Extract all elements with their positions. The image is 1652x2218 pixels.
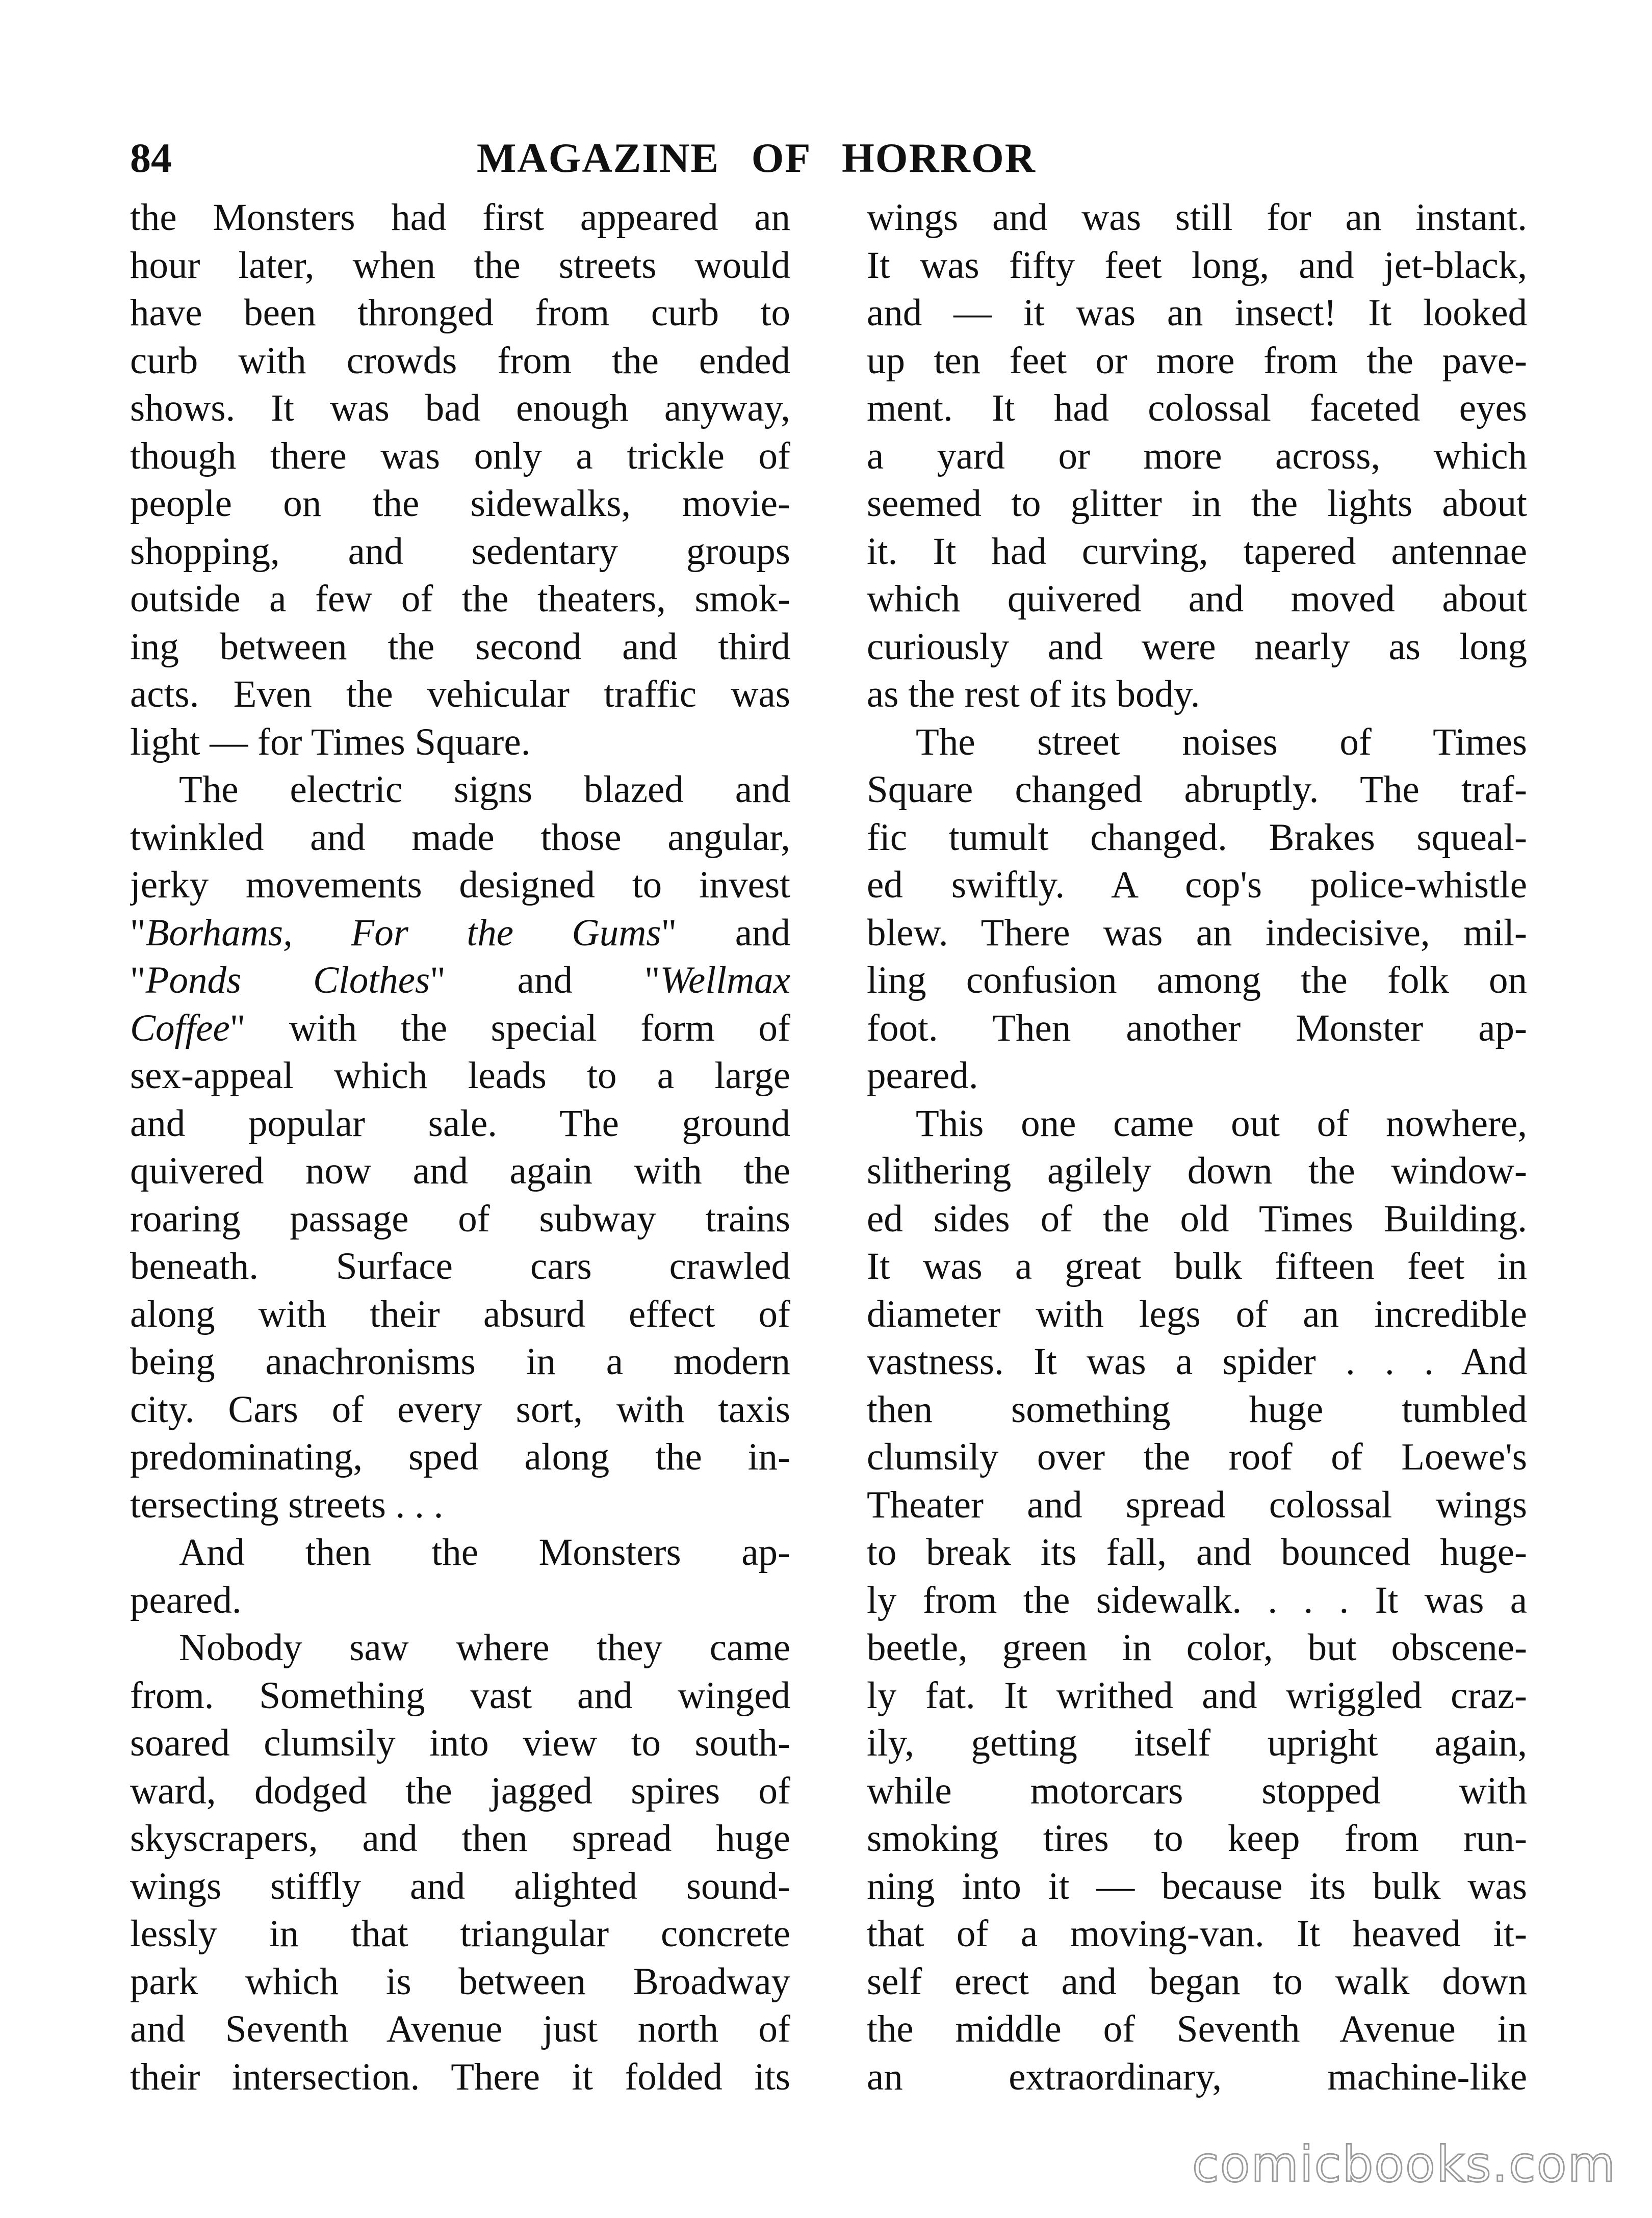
text-line: outside a few of the theaters, smok- bbox=[130, 578, 790, 620]
text-line: Nobody saw where they came bbox=[179, 1627, 790, 1669]
text-line: peared. bbox=[130, 1579, 242, 1621]
text-line: curb with crowds from the ended bbox=[130, 339, 790, 382]
text-line: beneath. Surface cars crawled bbox=[130, 1245, 790, 1287]
text-line: from. Something vast and winged bbox=[130, 1674, 790, 1717]
text-line: "Borhams, For the Gums" and bbox=[130, 911, 790, 954]
text-line: the Monsters had first appeared an bbox=[130, 196, 790, 239]
text-line: ly from the sidewalk. . . . It was a bbox=[867, 1579, 1527, 1621]
text-line: lessly in that triangular concrete bbox=[130, 1913, 790, 1955]
text-line: along with their absurd effect of bbox=[130, 1293, 790, 1335]
text-line: that of a moving-van. It heaved it- bbox=[867, 1913, 1527, 1955]
text-line: beetle, green in color, but obscene- bbox=[867, 1627, 1527, 1669]
text-line: ning into it — because its bulk was bbox=[867, 1865, 1527, 1907]
text-line: have been thronged from curb to bbox=[130, 292, 790, 334]
text-line: while motorcars stopped with bbox=[867, 1769, 1527, 1812]
text-line: ily, getting itself upright again, bbox=[867, 1722, 1527, 1764]
text-line: fic tumult changed. Brakes squeal- bbox=[867, 816, 1527, 859]
text-line: as the rest of its body. bbox=[867, 673, 1200, 715]
text-line: hour later, when the streets would bbox=[130, 244, 790, 287]
page-header bbox=[130, 127, 1527, 189]
text-line: blew. There was an indecisive, mil- bbox=[867, 911, 1527, 954]
text-line: twinkled and made those angular, bbox=[130, 816, 790, 859]
text-line: it. It had curving, tapered antennae bbox=[867, 530, 1527, 573]
text-line: ling confusion among the folk on bbox=[867, 959, 1527, 1001]
text-column-left bbox=[130, 194, 790, 2101]
text-line: the middle of Seventh Avenue in bbox=[867, 2008, 1527, 2050]
text-line: soared clumsily into view to south- bbox=[130, 1722, 790, 1764]
text-line: wings stiffly and alighted sound- bbox=[130, 1865, 790, 1907]
text-column-right bbox=[867, 194, 1527, 2101]
text-line: foot. Then another Monster ap- bbox=[867, 1007, 1527, 1049]
text-line: It was fifty feet long, and jet-black, bbox=[867, 244, 1527, 287]
text-line: and — it was an insect! It looked bbox=[867, 292, 1527, 334]
text-line: ed sides of the old Times Building. bbox=[867, 1197, 1527, 1240]
text-line: to break its fall, and bounced huge- bbox=[867, 1531, 1527, 1574]
text-line: tersecting streets . . . bbox=[130, 1483, 444, 1526]
text-line: This one came out of nowhere, bbox=[916, 1102, 1527, 1145]
text-line: ing between the second and third bbox=[130, 625, 790, 668]
text-line: people on the sidewalks, movie- bbox=[130, 482, 790, 525]
watermark: comicbooks.com bbox=[1192, 2136, 1616, 2193]
text-line: Square changed abruptly. The traf- bbox=[867, 768, 1527, 811]
text-line: and Seventh Avenue just north of bbox=[130, 2008, 790, 2050]
text-line: roaring passage of subway trains bbox=[130, 1197, 790, 1240]
text-line: up ten feet or more from the pave- bbox=[867, 339, 1527, 382]
text-line: then something huge tumbled bbox=[867, 1388, 1527, 1431]
text-line: which quivered and moved about bbox=[867, 578, 1527, 620]
text-line: their intersection. There it folded its bbox=[130, 2055, 790, 2098]
text-line: Coffee" with the special form of bbox=[130, 1007, 790, 1049]
text-line: diameter with legs of an incredible bbox=[867, 1293, 1527, 1335]
text-line: a yard or more across, which bbox=[867, 434, 1527, 477]
text-line: though there was only a trickle of bbox=[130, 434, 790, 477]
text-line: sex-appeal which leads to a large bbox=[130, 1054, 790, 1097]
running-title: MAGAZINE OF HORROR bbox=[477, 135, 1036, 181]
text-line: city. Cars of every sort, with taxis bbox=[130, 1388, 790, 1431]
text-line: And then the Monsters ap- bbox=[179, 1531, 790, 1574]
text-line: park which is between Broadway bbox=[130, 1960, 790, 2003]
text-line: curiously and were nearly as long bbox=[867, 625, 1527, 668]
text-line: ed swiftly. A cop's police-whistle bbox=[867, 864, 1527, 906]
text-line: ment. It had colossal faceted eyes bbox=[867, 387, 1527, 429]
text-line: It was a great bulk fifteen feet in bbox=[867, 1245, 1527, 1287]
text-line: skyscrapers, and then spread huge bbox=[130, 1817, 790, 1860]
text-line: self erect and began to walk down bbox=[867, 1960, 1527, 2003]
text-line: seemed to glitter in the lights about bbox=[867, 482, 1527, 525]
text-line: "Ponds Clothes" and "Wellmax bbox=[130, 959, 790, 1001]
text-line: light — for Times Square. bbox=[130, 720, 531, 763]
text-line: clumsily over the roof of Loewe's bbox=[867, 1436, 1527, 1478]
text-line: The electric signs blazed and bbox=[179, 768, 790, 811]
text-line: ly fat. It writhed and wriggled craz- bbox=[867, 1674, 1527, 1717]
text-line: peared. bbox=[867, 1054, 978, 1097]
text-line: and popular sale. The ground bbox=[130, 1102, 790, 1145]
text-line: acts. Even the vehicular traffic was bbox=[130, 673, 790, 715]
page-number: 84 bbox=[130, 135, 172, 181]
text-line: The street noises of Times bbox=[916, 720, 1527, 763]
text-line: shows. It was bad enough anyway, bbox=[130, 387, 790, 429]
text-line: smoking tires to keep from run- bbox=[867, 1817, 1527, 1860]
text-line: an extraordinary, machine-like bbox=[867, 2055, 1527, 2098]
text-line: slithering agilely down the window- bbox=[867, 1150, 1527, 1192]
text-line: ward, dodged the jagged spires of bbox=[130, 1769, 790, 1812]
text-line: predominating, sped along the in- bbox=[130, 1436, 790, 1478]
text-line: jerky movements designed to invest bbox=[130, 864, 790, 906]
text-line: Theater and spread colossal wings bbox=[867, 1483, 1527, 1526]
text-line: vastness. It was a spider . . . And bbox=[867, 1340, 1527, 1383]
text-line: quivered now and again with the bbox=[130, 1150, 790, 1192]
text-line: shopping, and sedentary groups bbox=[130, 530, 790, 573]
text-line: being anachronisms in a modern bbox=[130, 1340, 790, 1383]
text-line: wings and was still for an instant. bbox=[867, 196, 1527, 239]
